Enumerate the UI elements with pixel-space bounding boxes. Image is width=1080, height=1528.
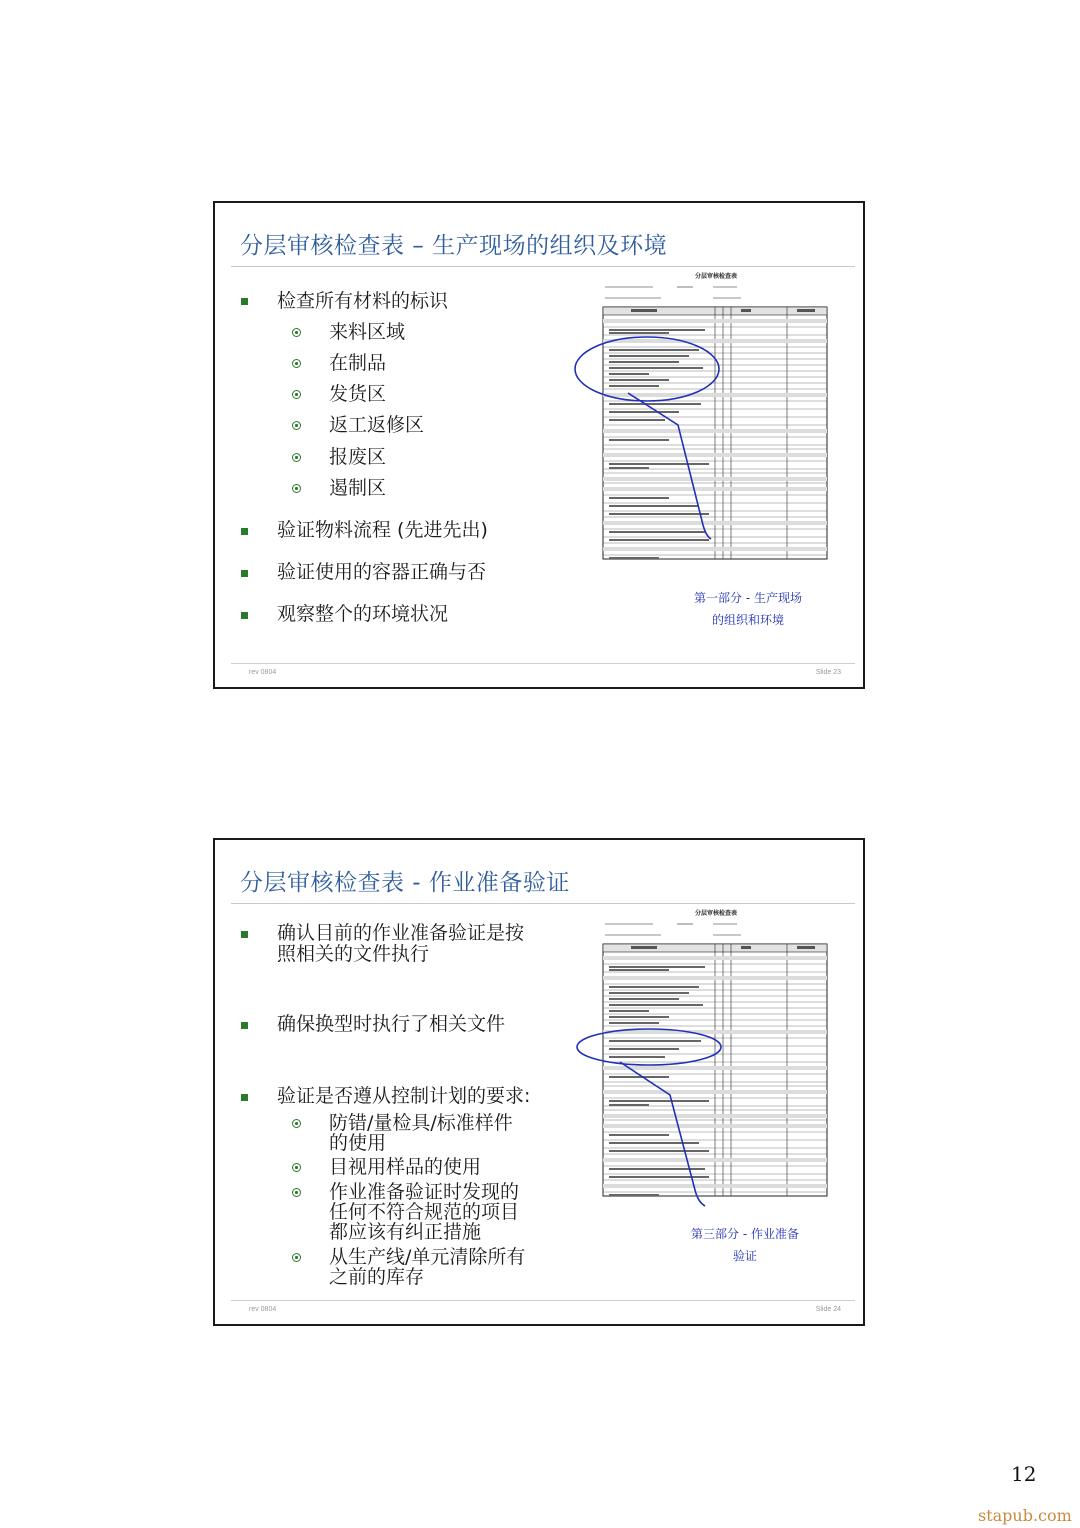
sub-bullet-text: 在制品 xyxy=(329,352,387,374)
sub-bullet-text: 防错/量检具/标准样件 的使用 xyxy=(329,1112,513,1154)
sub-bullet-text: 目视用样品的使用 xyxy=(329,1156,482,1178)
bullet-text: 验证使用的容器正确与否 xyxy=(277,561,487,583)
sub-bullet-text: 发货区 xyxy=(329,383,387,405)
bullet-text: 确认目前的作业准备验证是按 照相关的文件执行 xyxy=(277,922,525,965)
slide-24 xyxy=(213,838,865,1326)
callout-text: 第一部分 - 生产现场 的组织和环境 xyxy=(694,591,802,627)
footer-slide-number: Slide 23 xyxy=(815,669,841,676)
callout-text: 第三部分 - 作业准备 验证 xyxy=(691,1227,799,1263)
slide-title: 分层审核检查表 – 生产现场的组织及环境 xyxy=(240,233,668,259)
sub-bullet-text: 来料区域 xyxy=(329,321,406,343)
footer-revision: rev 0804 xyxy=(249,669,277,676)
slide-title: 分层审核检查表 - 作业准备验证 xyxy=(240,870,570,896)
footer-slide-number: Slide 24 xyxy=(815,1306,841,1313)
form-title: 分层审核检查表 xyxy=(695,910,738,917)
form-title: 分层审核检查表 xyxy=(695,273,738,280)
bullet-text: 验证物料流程 (先进先出) xyxy=(277,519,488,541)
footer-divider xyxy=(231,1300,855,1301)
page-number: 12 xyxy=(1011,1462,1037,1486)
bullet-text: 观察整个的环境状况 xyxy=(277,603,449,625)
watermark: stapub.com xyxy=(978,1506,1072,1525)
footer-revision: rev 0804 xyxy=(249,1306,277,1313)
sub-bullet-text: 作业准备验证时发现的 任何不符合规范的项目 都应该有纠正措施 xyxy=(329,1181,520,1243)
bullet-text: 检查所有材料的标识 xyxy=(277,290,449,312)
sub-bullet-text: 报废区 xyxy=(329,446,387,468)
sub-bullet-text: 遏制区 xyxy=(329,477,387,499)
sub-bullet-text: 从生产线/单元清除所有 之前的库存 xyxy=(329,1246,526,1288)
bullet-text: 验证是否遵从控制计划的要求: xyxy=(277,1085,531,1107)
sub-bullet-text: 返工返修区 xyxy=(329,414,425,436)
slide-23 xyxy=(213,201,865,689)
footer-divider xyxy=(231,663,855,664)
bullet-text: 确保换型时执行了相关文件 xyxy=(277,1013,506,1035)
